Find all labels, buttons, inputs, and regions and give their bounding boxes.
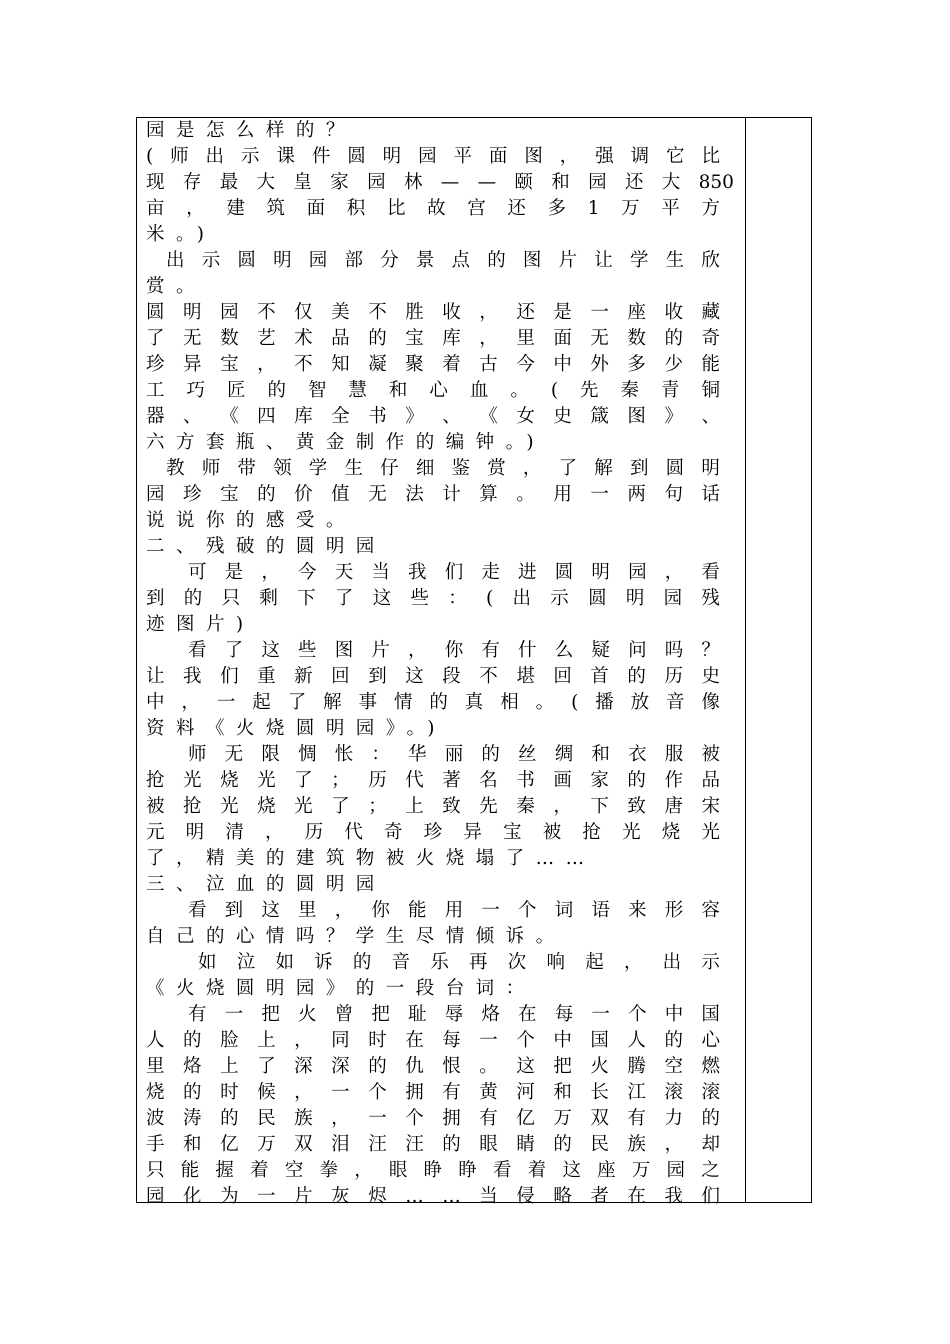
text-line: 了 无 数 艺 术 品 的 宝 库 ， 里 面 无 数 的 奇 — [146, 328, 720, 349]
text-line: 师 无 限 惆 怅 ： 华 丽 的 丝 绸 和 衣 服 被 — [188, 744, 720, 765]
text-line: 赏。 — [146, 276, 206, 297]
text-line: 出 示 圆 明 园 部 分 景 点 的 图 片 让 学 生 欣 — [166, 250, 720, 271]
text-line: 教 师 带 领 学 生 仔 细 鉴 赏 ， 了 解 到 圆 明 — [166, 458, 720, 479]
table-column-divider — [745, 117, 746, 1203]
table-cell-content — [146, 118, 734, 1210]
section-heading: 二、残破的圆明园 — [146, 536, 386, 557]
text-line: 里 烙 上 了 深 深 的 仇 恨 。 这 把 火 腾 空 燃 — [146, 1056, 720, 1077]
text-line: 圆 明 园 不 仅 美 不 胜 收 ， 还 是 一 座 收 藏 — [146, 302, 720, 323]
text-line: 如 泣 如 诉 的 音 乐 再 次 响 起 ， 出 示 — [198, 952, 720, 973]
text-line: 波 涛 的 民 族 ， 一 个 拥 有 亿 万 双 有 力 的 — [146, 1108, 720, 1129]
text-line: ( 师 出 示 课 件 圆 明 园 平 面 图 ， 强 调 它 比 — [146, 146, 720, 167]
text-line: 自己的心情吗？学生尽情倾诉。 — [146, 926, 566, 947]
text-line: 到 的 只 剩 下 了 这 些 ： ( 出 示 圆 明 园 残 — [146, 588, 720, 609]
text-line: 抢 光 烧 光 了 ； 历 代 著 名 书 画 家 的 作 品 — [146, 770, 720, 791]
section-heading: 三、泣血的圆明园 — [146, 874, 386, 895]
text-line: 珍 异 宝 ， 不 知 凝 聚 着 古 今 中 外 多 少 能 — [146, 354, 720, 375]
text-line: 中 ， 一 起 了 解 事 情 的 真 相 。 ( 播 放 音 像 — [146, 692, 720, 713]
text-line: 可 是 ， 今 天 当 我 们 走 进 圆 明 园 ， 看 — [188, 562, 720, 583]
text-line: 园 珍 宝 的 价 值 无 法 计 算 。 用 一 两 句 话 — [146, 484, 720, 505]
text-line: 六方套瓶、黄金制作的编钟。) — [146, 432, 546, 453]
text-line: 元 明 清 ， 历 代 奇 珍 异 宝 被 抢 光 烧 光 — [146, 822, 720, 843]
text-line: 米。) — [146, 224, 216, 245]
text-line: 被 抢 光 烧 光 了 ； 上 致 先 秦 ， 下 致 唐 宋 — [146, 796, 720, 817]
text-line: 资料《火烧圆明园》。) — [146, 718, 446, 739]
text-line: 看 了 这 些 图 片 ， 你 有 什 么 疑 问 吗 ？ — [188, 640, 720, 661]
text-line: 说说你的感受。 — [146, 510, 356, 531]
text-line: 有 一 把 火 曾 把 耻 辱 烙 在 每 一 个 中 国 — [188, 1004, 720, 1025]
text-line: 迹图片) — [146, 614, 255, 635]
text-line: 现 存 最 大 皇 家 园 林 — — 颐 和 园 还 大 850 — [146, 172, 734, 193]
text-line: 器 、 《 四 库 全 书 》 、 《 女 史 箴 图 》 、 — [146, 406, 720, 427]
text-line: 只 能 握 着 空 拳 ， 眼 睁 睁 看 着 这 座 万 园 之 — [146, 1160, 720, 1181]
text-line: 人 的 脸 上 ， 同 时 在 每 一 个 中 国 人 的 心 — [146, 1030, 720, 1051]
text-line: 看 到 这 里 ， 你 能 用 一 个 词 语 来 形 容 — [188, 900, 720, 921]
text-line: 让 我 们 重 新 回 到 这 段 不 堪 回 首 的 历 史 — [146, 666, 720, 687]
text-line: 亩 ， 建 筑 面 积 比 故 宫 还 多 1 万 平 方 — [146, 198, 720, 219]
text-line: 园是怎么样的？ — [146, 120, 356, 141]
text-line: 《火烧圆明园》的一段台词： — [146, 978, 536, 999]
text-line: 了，精美的建筑物被火烧塌了…… — [146, 848, 596, 869]
text-line: 烧 的 时 候 ， 一 个 拥 有 黄 河 和 长 江 滚 滚 — [146, 1082, 720, 1103]
text-line: 工 巧 匠 的 智 慧 和 心 血 。 ( 先 秦 青 铜 — [146, 380, 720, 401]
text-line: 手 和 亿 万 双 泪 汪 汪 的 眼 睛 的 民 族 ， 却 — [146, 1134, 720, 1155]
text-line: 园 化 为 一 片 灰 烬 … … 当 侵 略 者 在 我 们 — [146, 1186, 720, 1207]
